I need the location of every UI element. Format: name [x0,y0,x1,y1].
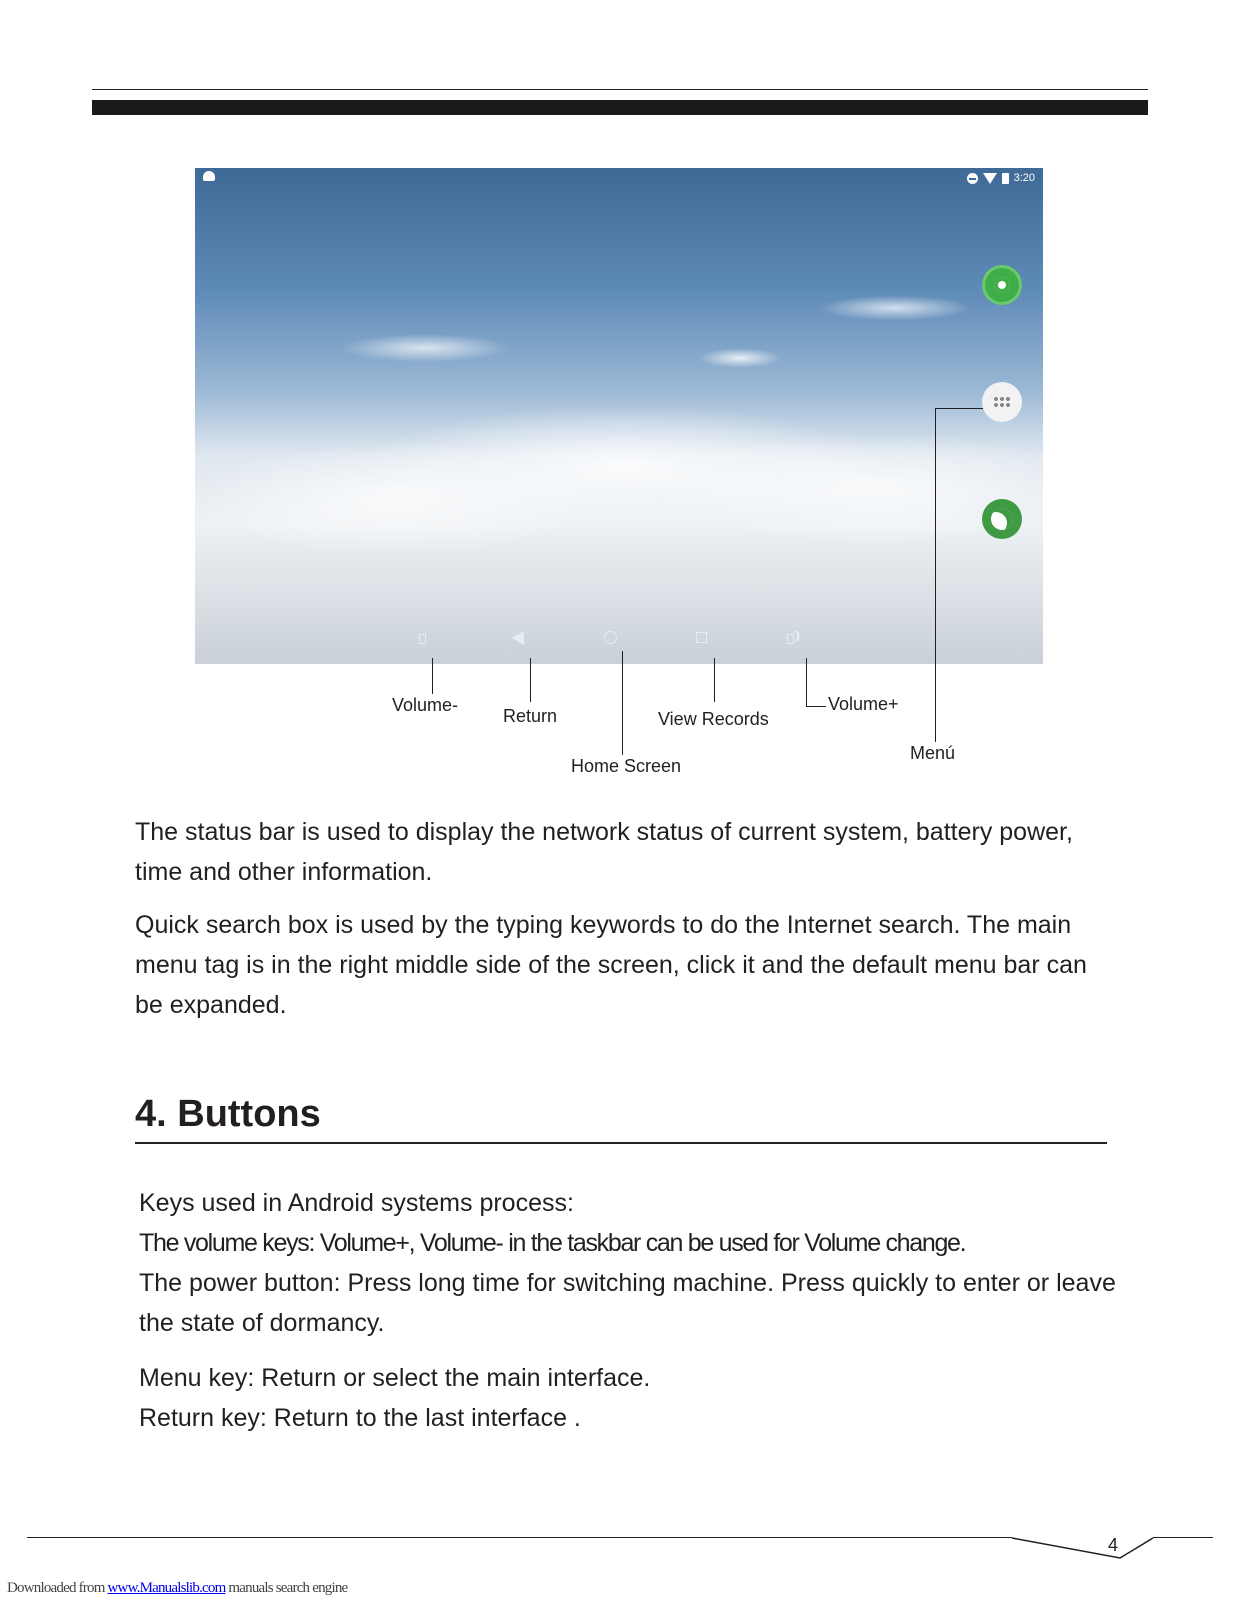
callout-view-records: View Records [658,709,769,729]
callout-line-volume-up [806,658,807,706]
callout-tick-volume-up [806,706,826,707]
section-heading: 4. Buttons [135,1093,321,1135]
callout-menu: Menú [910,743,956,763]
callout-volume-up: Volume+ [828,694,899,714]
footer-rule-right [1153,1537,1213,1538]
volume-down-icon[interactable] [417,630,437,646]
callout-line-menu [935,408,936,742]
volume-keys-line: The volume keys: Volume+, Volume- in the taskbar can be used for Volume change. [139,1229,966,1257]
recents-icon[interactable] [692,630,712,646]
tablet-home-screenshot [195,168,1043,664]
menu-key-line: Menu key: Return or select the main interface. [139,1364,651,1392]
page-number: 4 [1108,1535,1119,1555]
intro-text [135,812,1115,1025]
keys-intro: Keys used in Android systems process: [139,1189,574,1217]
battery-icon [1002,173,1009,184]
download-prefix: Downloaded from [7,1580,105,1596]
callout-return: Return [503,706,558,726]
power-button-paragraph: The power button: Press long time for switching machine. Press quickly to enter or leave the state of dormancy. [139,1269,1116,1337]
callout-home-screen: Home Screen [571,756,682,776]
heading-rule [135,1142,1107,1144]
download-suffix: manuals search engine [225,1580,348,1596]
header-rule-thin [92,89,1148,90]
callout-line-return [530,658,531,702]
buttons-text [139,1183,1139,1438]
return-key-line: Return key: Return to the last interface . [139,1404,581,1432]
callout-line-home [622,651,623,755]
callout-line-volume-down [432,658,433,694]
status-clock: 3:20 [1013,172,1035,184]
apps-menu-icon[interactable] [982,382,1022,422]
android-icon [203,171,215,181]
callout-tick-menu [935,408,983,409]
callout-volume-down: Volume- [392,695,459,715]
callout-line-recents [714,658,715,702]
home-icon[interactable] [601,630,621,646]
status-icons [967,170,1035,186]
status-bar-paragraph: The status bar is used to display the network status of current system, battery power, time and other information. [135,818,1073,886]
volume-up-icon[interactable] [785,630,805,646]
settings-icon[interactable] [982,265,1022,305]
manualslib-link[interactable]: www.Manualslib.com [107,1580,226,1596]
status-bar [195,168,1043,188]
header-rule-thick [92,100,1148,115]
browser-globe-icon[interactable] [982,499,1022,539]
wifi-icon [983,173,997,184]
footer-rule [27,1537,1012,1538]
search-paragraph: Quick search box is used by the typing keywords to do the Internet search. The main menu tag is in the right middle side of the screen, click it and the default menu bar can be expanded. [135,911,1087,1019]
do-not-disturb-icon [967,173,978,184]
download-credit [7,1580,347,1597]
back-icon[interactable] [510,630,530,646]
footer-notch [1010,1530,1160,1560]
